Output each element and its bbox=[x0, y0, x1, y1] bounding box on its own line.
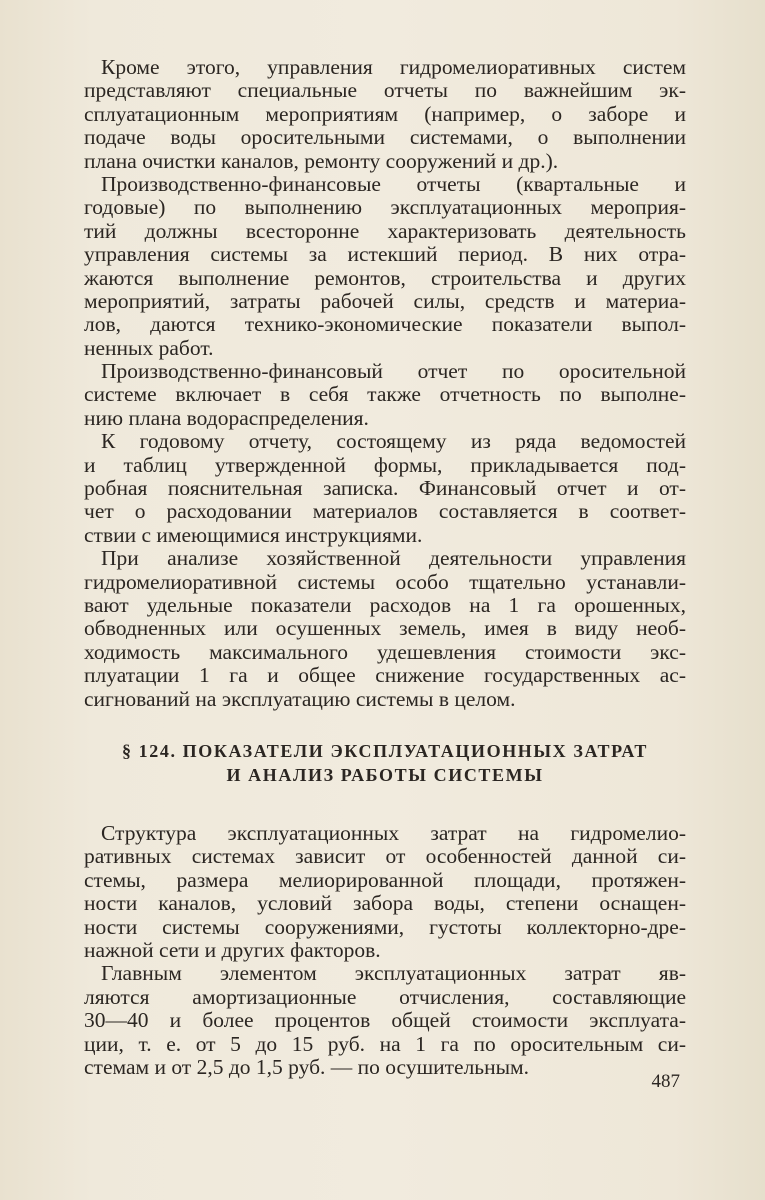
section-heading-line-2: И АНАЛИЗ РАБОТЫ СИСТЕМЫ bbox=[226, 765, 544, 785]
text-line: ходимость максимального удешевления стоимости экс- bbox=[84, 640, 686, 664]
text-line: Главным элементом эксплуатационных затрат яв- bbox=[101, 962, 686, 986]
text-line: и таблиц утвержденной формы, прикладывается под- bbox=[84, 453, 686, 477]
section-heading-line-1: § 124. ПОКАЗАТЕЛИ ЭКСПЛУАТАЦИОННЫХ ЗАТРАТ bbox=[121, 741, 649, 761]
text-line: подаче воды оросительными системами, о выполнении bbox=[84, 126, 686, 150]
text-line: мероприятий, затраты рабочей силы, средств и материа- bbox=[84, 289, 686, 313]
paragraph bbox=[84, 962, 686, 1079]
text-line: ляются амортизационные отчисления, составляющие bbox=[84, 985, 686, 1009]
text-line: стемы, размера мелиорированной площади, протяжен- bbox=[84, 868, 686, 892]
text-line: ности каналов, условий забора воды, степени оснащен- bbox=[84, 892, 686, 916]
text-line: робная пояснительная записка. Финансовый отчет и от- bbox=[84, 477, 686, 501]
text-line: вают удельные показатели расходов на 1 га орошенных, bbox=[84, 593, 686, 617]
text-line: плуатации 1 га и общее снижение государственных ас- bbox=[84, 664, 686, 688]
paragraph bbox=[84, 822, 686, 962]
text-line: ративных системах зависит от особенностей данной си- bbox=[84, 845, 686, 869]
text-line: нажной сети и других факторов. bbox=[84, 938, 381, 962]
text-line: системе включает в себя также отчетность по выполне- bbox=[84, 383, 686, 407]
paragraph bbox=[84, 173, 686, 360]
text-line: ствии с имеющимися инструкциями. bbox=[84, 523, 423, 547]
body-text-top bbox=[84, 56, 686, 711]
paragraph bbox=[84, 430, 686, 547]
text-line: сплуатационным мероприятиям (например, о заборе и bbox=[84, 102, 686, 126]
text-line: Структура эксплуатационных затрат на гидромелио- bbox=[101, 822, 686, 845]
page-number: 487 bbox=[651, 1071, 680, 1092]
text-line: сигнований на эксплуатацию системы в целом. bbox=[84, 687, 516, 711]
text-line: Производственно-финансовый отчет по оросительной bbox=[101, 360, 686, 384]
text-line: годовые) по выполнению эксплуатационных мероприя- bbox=[84, 196, 686, 220]
body-text-bottom bbox=[84, 822, 686, 1079]
text-line: 30—40 и более процентов общей стоимости эксплуата- bbox=[84, 1009, 686, 1033]
paragraph bbox=[84, 360, 686, 430]
text-line: Производственно-финансовые отчеты (квартальные и bbox=[101, 172, 686, 196]
text-line: плана очистки каналов, ремонту сооружений и др.). bbox=[84, 149, 559, 173]
text-line: чет о расходовании материалов составляется в соответ- bbox=[84, 500, 686, 524]
text-line: лов, даются технико-экономические показатели выпол- bbox=[84, 313, 686, 337]
text-line: обводненных или осушенных земель, имея в виду необ- bbox=[84, 617, 686, 641]
text-line: нию плана водораспределения. bbox=[84, 406, 369, 430]
text-line: стемам и от 2,5 до 1,5 руб. — по осушительным. bbox=[84, 1055, 530, 1079]
text-line: представляют специальные отчеты по важнейшим эк- bbox=[84, 79, 686, 103]
text-line: управления системы за истекший период. В них отра- bbox=[84, 243, 686, 267]
text-line: жаются выполнение ремонтов, строительства и других bbox=[84, 266, 686, 290]
text-line: ненных работ. bbox=[84, 336, 214, 360]
text-line: ности системы сооружениями, густоты коллекторно-дре- bbox=[84, 915, 686, 939]
text-line: гидромелиоративной системы особо тщательно устанавли- bbox=[84, 570, 686, 594]
text-line: К годовому отчету, состоящему из ряда ведомостей bbox=[101, 430, 686, 454]
paragraph bbox=[84, 547, 686, 711]
text-line: При анализе хозяйственной деятельности управления bbox=[101, 547, 686, 571]
text-line: ции, т. е. от 5 до 15 руб. на 1 га по оросительным си- bbox=[84, 1032, 686, 1056]
text-line: тий должны всесторонне характеризовать деятельность bbox=[84, 219, 686, 243]
paragraph bbox=[84, 56, 686, 173]
text-line: Кроме этого, управления гидромелиоративных систем bbox=[101, 56, 686, 79]
